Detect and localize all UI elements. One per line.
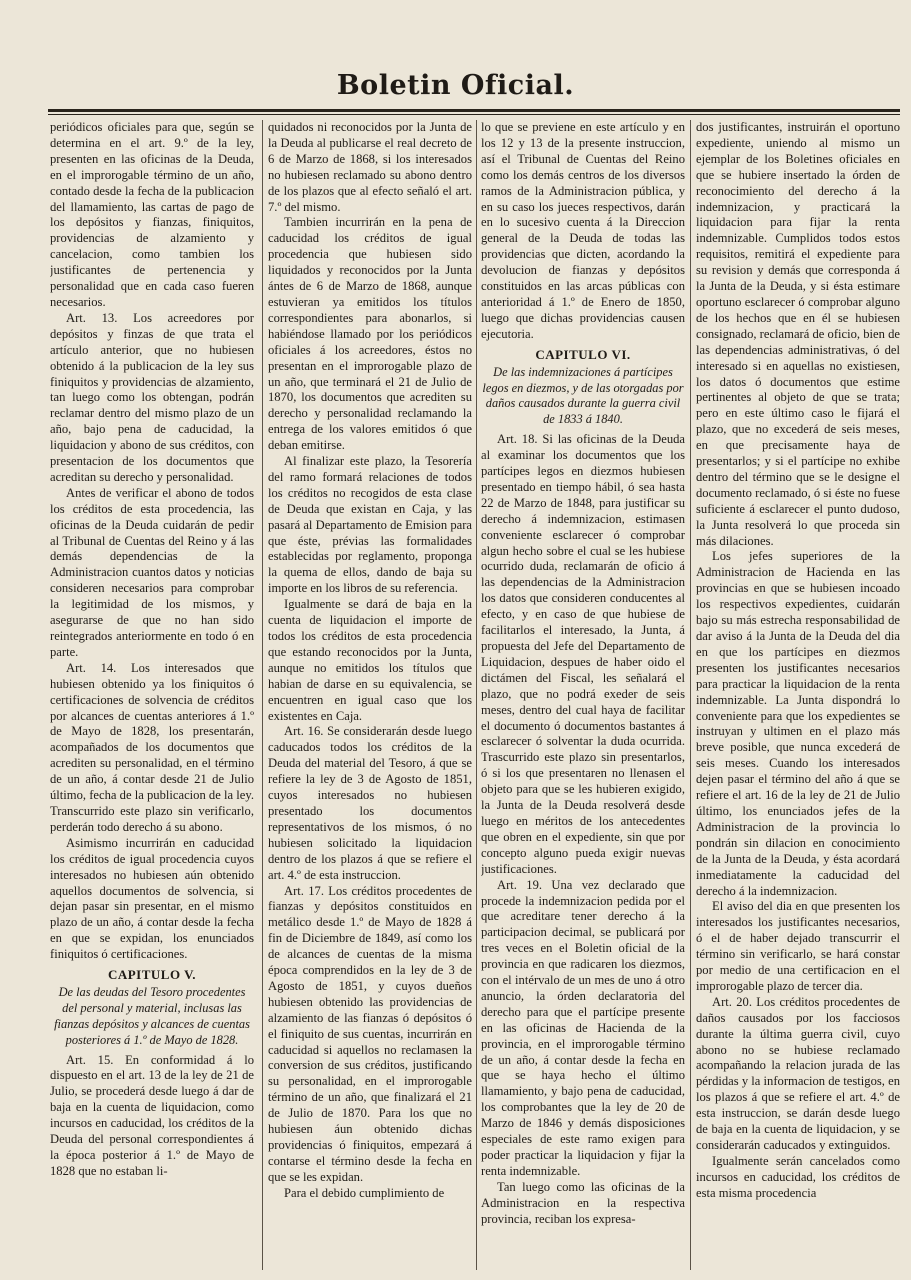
text-column-2 bbox=[268, 120, 472, 1270]
column-divider bbox=[690, 120, 691, 1270]
article-paragraph: Art. 14. Los interesados que hubiesen obtenido ya los finiquitos ó certificaciones de solvencia de créditos por alcances de cuentas anteriores á 1.º de Mayo de 1828, los presentarán, acompañados de los documentos que acrediten su personalidad, en el término de un año, á contar desde 21 de Julio último, fecha de la publicacion de la ley. Transcurrido este plazo sin verificarlo, perderán todo derecho á su abono. bbox=[50, 660, 254, 834]
newspaper-masthead: Boletin Oficial. bbox=[336, 70, 575, 101]
article-paragraph: lo que se previene en este artículo y en los 12 y 13 de la presente instruccion, así el Tribunal de Cuentas del Reino como los demás centros de los diversos ramos de la Administracion pública, y en su caso los jueces respectivos, darán en lo sucesivo cuenta á la Direccion general de la Deuda de todas las providencias que dicten, acordando la devolucion de fianzas y depósitos constituidos en las arcas públicas con anterioridad á 1.º de Enero de 1850, luego que dichas providencias causen ejecutoria. bbox=[481, 120, 685, 341]
article-paragraph: Art. 18. Si las oficinas de la Deuda al examinar los documentos que los partícipes legos en diezmos hubiesen presentado en tiempo hábil, ó sea hasta 22 de Marzo de 1848, para justificar su derecho á indemnizacion, estimasen conveniente esclarecer ó comprobar algun hecho sobre el cual se les hubiese ocurrido duda, reclamarán de oficio á las dependencias de la Administracion los datos que consideren conducentes al efecto, y en caso de que hubiese de facilitarlos el interesado, la Junta, á propuesta del Jefe del Departamento de Liquidacion, despues de haber oido el dictámen del Fiscal, les señalará el plazo, que no podrá exeder de seis meses, dentro del cual haya de facilitar el documento ó documentos bastantes á esclarecer ó solventar la duda ocurrida. Trascurrido este plazo sin presentarlos, ó si los que presentaren no llenasen el objeto para que se les hubieren exigido, la Junta de la Deuda resolverá desde luego en méritos de los antecedentes que obren en el expediente, sin que por concepto alguno pueda exigir nuevas justificaciones. bbox=[481, 432, 685, 876]
article-paragraph: Los jefes superiores de la Administracion de Hacienda en las provincias en que se hubiesen incoado los respectivos expedientes, cuidarán bajo su más estrecha responsabilidad de dar aviso á la Junta de la Deuda del dia en que los partícipes en diezmos presenten los justificantes necesarios para practicar la liquidacion de la renta indemnizable. La Junta dispondrá lo conveniente para que los expedientes se instruyan y ultimen en el plazo más breve posible, que nunca excederá de seis meses. Cuando los interesados dejen pasar el término del año á que se refiere el art. 16 de la ley de 21 de Julio último, los enunciados jefes de la Administracion de la provincia lo pondrán sin dilacion en conocimiento de la Junta de la Deuda, y ésta acordará inmediatamente la caducidad del derecho á la indemnizacion. bbox=[696, 549, 900, 898]
text-column-4 bbox=[696, 120, 900, 1270]
article-paragraph: Asimismo incurrirán en caducidad los créditos de igual procedencia cuyos interesados no hubiesen aún obtenido aquellos documentos de solvencia, si dejan pasar sin presentar, en el mismo plazo de un año, á contar desde la fecha en que se expidan, los enunciados finiquitos ó certificaciones. bbox=[50, 835, 254, 962]
article-paragraph: Art. 20. Los créditos procedentes de daños causados por los facciosos durante la última guerra civil, cuyo abono no se hubiese reclamado acompañando la relacion jurada de las pérdidas y la informacion de testigos, en los plazos á que se refiere el art. 4.º de esta instruccion, se darán desde luego de baja en la cuenta de liquidacion, y se considerarán caducados y extinguidos. bbox=[696, 994, 900, 1152]
column-divider bbox=[262, 120, 263, 1270]
article-paragraph: periódicos oficiales para que, según se determina en el art. 9.º de la ley, presenten en las oficinas de la Deuda, en el improrogable término de un año, contado desde la fecha de la publicacion del llamamiento, las cartas de pago de los depósitos y fianzas, finiquitos, providencias de alzamiento y cancelacion, como tambien los justificantes de pertenencia y personalidad que en cada caso fueren necesarios. bbox=[50, 120, 254, 309]
article-paragraph: Al finalizar este plazo, la Tesorería del ramo formará relaciones de todos los créditos no recogidos de esta clase de Deuda que existan en Caja, y las pasará al Departamento de Emision para que éste, prévias las formalidades establecidas por reglamento, proponga la quema de ellos, dando de baja su importe en los libros de su referencia. bbox=[268, 454, 472, 596]
article-paragraph: dos justificantes, instruirán el oportuno expediente, uniendo al mismo un ejemplar de los Boletines oficiales en que se hubiere insertado la órden de reconocimiento del derecho á la indemnizacion, y practicará la liquidacion para fijar la renta indemnizable. Cumplidos todos estos requisitos, remitirá el expediente para su revision y demás que corresponda á la Junta de la Deuda, y si ésta estimare oportuno esclarecer ó comprobar alguno de los hechos que en él se hubiesen consignado, reclamará de oficio, bien de las dependencias administrativas, ó del interesado si en aquellas no existiesen, los datos ó documentos que estime pertinentes al objeto de que se trata; pero en este último caso le fijará el plazo, que no excederá de seis meses, en que precisamente haya de presentarlos; y si el partícipe no exhibe dentro del término que se le designe el documento reclamado, ó si éste no fuese suficiente á esclarecer el punto dudoso, la Junta resolverá lo que proceda sin más dilaciones. bbox=[696, 120, 900, 548]
chapter-heading: CAPITULO VI. bbox=[535, 346, 631, 362]
article-paragraph: Antes de verificar el abono de todos los créditos de esta procedencia, las oficinas de la Deuda cuidarán de pedir al Tribunal de Cuentas del Reino y á las demás dependencias de la Administracion cuantos datos y noticias consideren necesarios para comprobar la legitimidad de los mismos, y asegurarse de que no han sido reintegrados anteriormente en todo ó en parte. bbox=[50, 485, 254, 659]
chapter-subtitle: De las indemnizaciones á partícipes legos en diezmos, y de las otorgadas por daños causados durante la guerra civil de 1833 á 1840. bbox=[482, 364, 684, 427]
article-paragraph: Tan luego como las oficinas de la Administracion en la respectiva provincia, reciban los expresa- bbox=[481, 1179, 685, 1226]
chapter-heading: CAPITULO V. bbox=[107, 967, 197, 983]
article-paragraph: quidados ni reconocidos por la Junta de la Deuda al publicarse el real decreto de 6 de Marzo de 1868, si los interesados no hubiesen reclamado su abono dentro de los plazos que al efecto señaló el art. 7.º del mismo. bbox=[268, 120, 472, 214]
article-paragraph: Art. 16. Se considerarán desde luego caducados todos los créditos de la Deuda del material del Tesoro, á que se refiere la ley de 3 de Agosto de 1851, cuyos interesados no hubiesen presentado los documentos representativos de los mismos, ó no hubiesen solicitado la liquidacion dentro de los plazos á que se refiere el art. 4.º de esta instruccion. bbox=[268, 724, 472, 882]
article-paragraph: Art. 15. En conformidad á lo dispuesto en el art. 13 de la ley de 21 de Julio, se procederá desde luego á dar de baja en la cuenta de liquidacion, como incursos en caducidad, los créditos de la Deuda del personal correspondientes á la época posterior á 1.º de Mayo de 1828 que no estaban li- bbox=[50, 1052, 254, 1178]
article-paragraph: Art. 19. Una vez declarado que procede la indemnizacion pedida por el que acreditare tener derecho á la participacion decimal, se publicará por tres veces en el Boletin oficial de la provincia en que radicaren los diezmos, con el intérvalo de un mes de uno á otro anuncio, la órden declaratoria del derecho para que el partícipe presente en las oficinas de Hacienda de la provincia, en el improrogable término de un año, á contar desde la fecha en que se haya hecho el último llamamiento, y bajo pena de caducidad, los comprobantes que la ley de 20 de Marzo de 1846 y demás disposiciones especiales de este ramo exigen para poder practicar la liquidacion y fijar la renta indemnizable. bbox=[481, 877, 685, 1178]
text-column-3 bbox=[481, 120, 685, 1270]
column-divider bbox=[476, 120, 477, 1270]
text-column-1 bbox=[50, 120, 254, 1270]
article-paragraph: Para el debido cumplimiento de bbox=[284, 1185, 445, 1200]
article-paragraph: Art. 13. Los acreedores por depósitos y finzas de que trata el artículo anterior, que no hubiesen obtenido á la publicacion de la ley sus finiquitos y providencias de alzamiento, tan luego como los obtengan, podrán reclamar dentro del mismo plazo de un año, bajo pena de caducidad, la liquidacion y abono de sus créditos, con presentacion de los documentos que acreditan su derecho y personalidad. bbox=[50, 310, 254, 484]
article-paragraph: Art. 17. Los créditos procedentes de fianzas y depósitos constituidos en metálico desde 1.º de Mayo de 1828 á fin de Diciembre de 1849, así como los de alcances de cuentas de la misma época comprendidos en la ley de 3 de Agosto de 1851, y cuyos dueños hubiesen obtenido las providencias de alzamiento de las fianzas ó depósitos ó el finiquito de sus cuentas, incurrirán en caducidad si aquellos no reclamasen la conversion de sus créditos, justificando su personalidad, en el improrogable término de un año, que finalizará el 21 de Julio de 1870. Para los que no hubiesen áun obtenido dichas providencias ó finiquitos, empezará á contarse el término desde la fecha en que se les expidan. bbox=[268, 883, 472, 1184]
header-rule bbox=[48, 109, 900, 115]
article-paragraph: Tambien incurrirán en la pena de caducidad los créditos de igual procedencia que hubiesen sido liquidados y reconocidos por la Junta ántes de 6 de Marzo de 1868, aunque estuvieran ya emitidos los títulos correspondientes para abonarlos, si habiéndose llamado por los periódicos oficiales á los acreedores, éstos no presentan en el improrogable plazo de un año, que terminará el 21 de Julio de 1870, los documentos que acrediten su derecho y personalidad reclamando la entrega de los valores emitidos ó que deban emitirse. bbox=[268, 215, 472, 453]
article-paragraph: El aviso del dia en que presenten los interesados los justificantes necesarios, ó el de haber dejado transcurrir el término sin verificarlo, se hará constar por medio de una certificacion en el improrogable plazo de tercer dia. bbox=[696, 899, 900, 993]
article-paragraph: Igualmente serán cancelados como incursos en caducidad, los créditos de esta misma procedencia bbox=[696, 1153, 900, 1200]
chapter-subtitle: De las deudas del Tesoro procedentes del personal y material, inclusas las fianzas depósitos y alcances de cuentas posteriores á 1.º de Mayo de 1828. bbox=[54, 984, 250, 1047]
article-paragraph: Igualmente se dará de baja en la cuenta de liquidacion el importe de todos los créditos de esta procedencia que estando reconocidos por la Junta, aunque no emitidos los títulos que habian de darse en su equivalencia, se encuentren en igual caso que los existentes en Caja. bbox=[268, 597, 472, 723]
